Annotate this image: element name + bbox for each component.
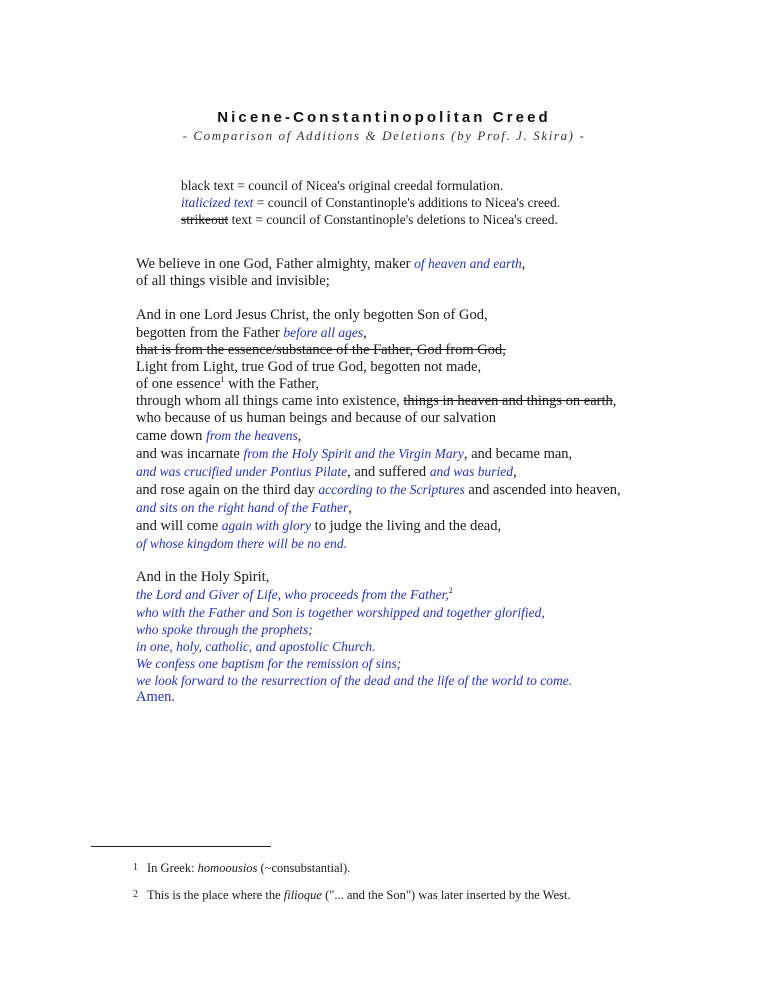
creed-original: ,: [513, 464, 517, 480]
footnote-ref-2[interactable]: 2: [448, 586, 453, 596]
creed-line: [136, 376, 621, 393]
creed-line: [136, 481, 621, 499]
creed-line: [136, 427, 621, 445]
creed-addition-line: We confess one baptism for the remission of sins;: [136, 656, 402, 671]
creed-original: ,: [521, 256, 526, 272]
creed-line: [136, 324, 621, 342]
legend-black-text: black text = council of Nicea's original creedal formulation.: [181, 178, 504, 193]
creed-original: and ascended into heaven,: [464, 482, 621, 498]
legend-italic-line: [181, 194, 560, 211]
creed-original: and rose again on the third day: [136, 482, 319, 498]
creed-line: Light from Light, true God of true God, begotten not made,: [136, 359, 482, 375]
creed-original: ,: [297, 428, 302, 444]
creed-original: and will come: [136, 518, 222, 534]
creed-original: begotten from the Father: [136, 325, 284, 341]
footnote-2: [133, 888, 570, 903]
creed-original: with the Father,: [224, 376, 320, 392]
footnote-1: [133, 861, 350, 876]
creed-line: [136, 499, 621, 517]
creed-text: [136, 255, 621, 706]
creed-line: [136, 393, 621, 410]
creed-deletion: things in heaven and things on earth: [403, 393, 613, 409]
footnote-2-term: filioque: [283, 888, 322, 902]
creed-deletion-line: that is from the essence/substance of the Father, God from God,: [136, 342, 506, 358]
creed-original: to judge the living and the dead,: [311, 518, 502, 534]
paragraph-gap: [136, 552, 621, 569]
creed-line: who because of us human beings and because of our salvation: [136, 410, 496, 426]
footnote-1-text-end: (~consubstantial).: [257, 861, 351, 875]
creed-line: [136, 255, 621, 273]
document-title: Nicene-Constantinopolitan Creed: [217, 109, 551, 126]
footnote-2-text: This is the place where the: [147, 888, 284, 902]
creed-line: And in one Lord Jesus Christ, the only begotten Son of God,: [136, 307, 488, 323]
creed-addition-line: who with the Father and Son is together worshipped and together glorified,: [136, 605, 545, 620]
creed-addition-line: who spoke through the prophets;: [136, 622, 313, 637]
creed-original: and was incarnate: [136, 446, 244, 462]
creed-addition: and was buried: [429, 464, 514, 479]
legend-italic-rest: = council of Constantinople's additions to Nicea's creed.: [253, 195, 561, 210]
creed-addition: again with glory: [221, 518, 312, 533]
creed-original: came down: [136, 428, 207, 444]
creed-line: [136, 463, 621, 481]
creed-original: ,: [363, 325, 367, 341]
creed-line: [136, 586, 621, 604]
legend-italic-key: italicized text: [181, 195, 254, 210]
creed-addition-line: of whose kingdom there will be no end.: [136, 536, 347, 551]
creed-addition: and sits on the right hand of the Father: [136, 500, 349, 515]
creed-original: ,: [348, 500, 352, 516]
legend-strike-rest: text = council of Constantinople's deletions to Nicea's creed.: [228, 212, 558, 227]
creed-original: We believe in one God, Father almighty, maker: [136, 256, 415, 272]
creed-original: through whom all things came into existence,: [136, 393, 404, 409]
footnote-1-number: 1: [133, 862, 138, 873]
footnote-ref-1[interactable]: 1: [220, 375, 225, 385]
creed-original: of one essence: [136, 376, 221, 392]
creed-original: ,: [612, 393, 617, 409]
legend-strike-line: [181, 211, 560, 228]
creed-original: , and suffered: [347, 464, 430, 480]
creed-amen: Amen.: [136, 689, 176, 705]
document-subtitle: - Comparison of Additions & Deletions (by Prof. J. Skira) -: [182, 128, 586, 143]
legend: [181, 177, 560, 228]
creed-addition: the Lord and Giver of Life, who proceeds from the Father,: [136, 587, 449, 602]
creed-original: , and became man,: [463, 446, 573, 462]
legend-black-line: [181, 177, 560, 194]
creed-line: [136, 445, 621, 463]
creed-addition: and was crucified under Pontius Pilate: [136, 464, 348, 479]
creed-addition-line: in one, holy, catholic, and apostolic Church.: [136, 639, 376, 654]
footnote-1-term: homoousios: [197, 861, 258, 875]
paragraph-gap: [136, 290, 621, 307]
footnote-divider: [91, 846, 271, 847]
creed-line: of all things visible and invisible;: [136, 273, 330, 289]
creed-addition: from the Holy Spirit and the Virgin Mary: [243, 446, 464, 461]
creed-addition: before all ages: [283, 325, 364, 340]
footnote-1-text: In Greek:: [147, 861, 198, 875]
creed-addition: according to the Scriptures: [318, 482, 465, 497]
footnote-2-text-end: ("... and the Son") was later inserted by the West.: [321, 888, 571, 902]
creed-line: And in the Holy Spirit,: [136, 569, 270, 585]
creed-addition-line: we look forward to the resurrection of the dead and the life of the world to come.: [136, 673, 573, 688]
footnote-2-number: 2: [133, 889, 138, 900]
legend-strike-key: strikeout: [181, 212, 229, 227]
creed-line: [136, 517, 621, 535]
creed-addition: of heaven and earth: [414, 256, 522, 271]
creed-addition: from the heavens: [206, 428, 298, 443]
